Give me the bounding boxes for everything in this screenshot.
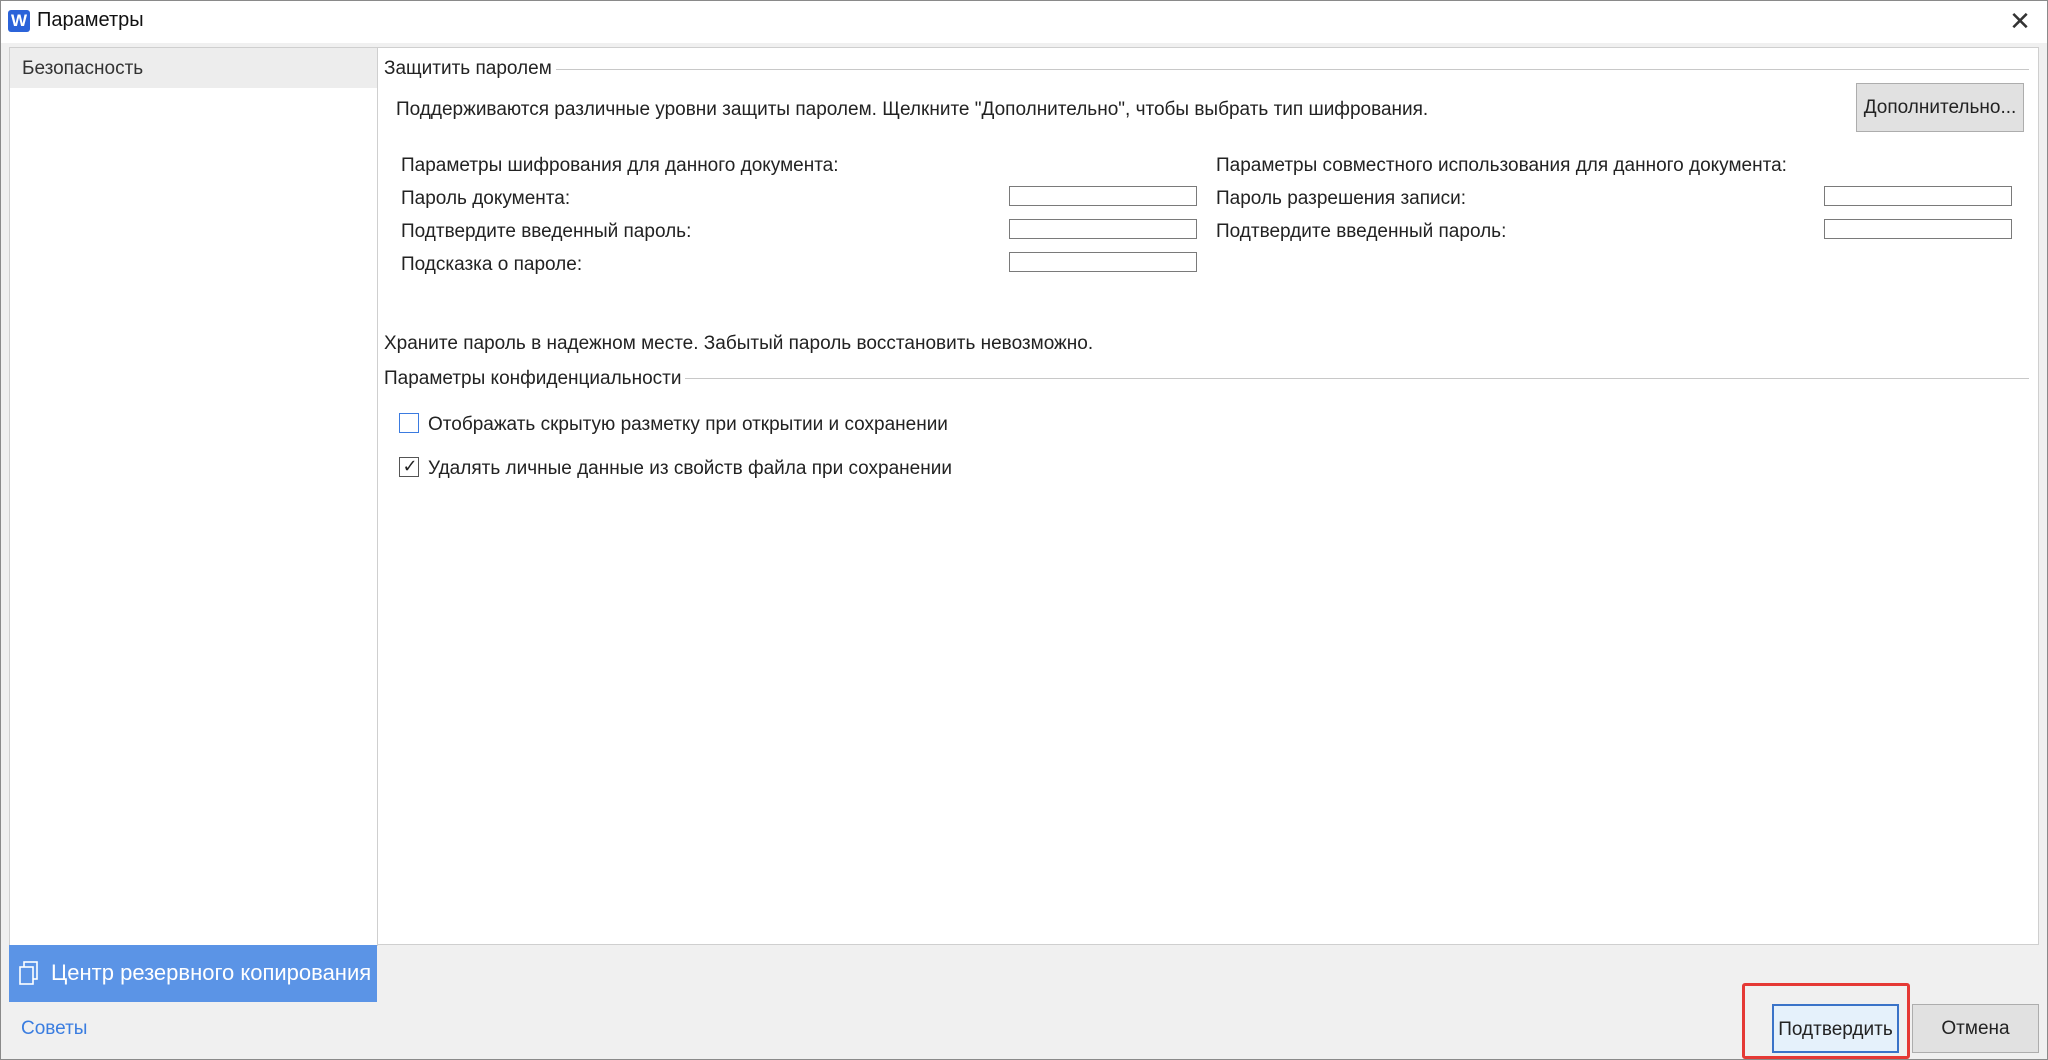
password-group-divider bbox=[553, 69, 2029, 70]
dialog-title: Параметры bbox=[37, 9, 144, 31]
password-hint-label: Подсказка о пароле: bbox=[401, 254, 583, 275]
doc-password-field[interactable] bbox=[1009, 186, 1197, 206]
sidebar-item-security[interactable] bbox=[10, 48, 377, 88]
encryption-heading: Параметры шифрования для данного документа: bbox=[401, 155, 839, 176]
tips-link[interactable]: Советы bbox=[21, 1018, 88, 1039]
confirm-write-password-label: Подтвердите введенный пароль: bbox=[1216, 221, 1507, 242]
backup-center-label: Центр резервного копирования bbox=[51, 960, 372, 985]
security-panel bbox=[377, 47, 2039, 945]
sidebar-item-label: Безопасность bbox=[22, 58, 144, 79]
doc-password-label: Пароль документа: bbox=[401, 188, 571, 209]
password-group-title: Защитить паролем bbox=[384, 58, 556, 80]
sidebar bbox=[9, 47, 378, 946]
confirm-password-field[interactable] bbox=[1009, 219, 1197, 239]
privacy-group-divider bbox=[683, 378, 2029, 379]
confirm-password-label: Подтвердите введенный пароль: bbox=[401, 221, 692, 242]
close-icon[interactable]: ✕ bbox=[2009, 6, 2031, 36]
password-description: Поддерживаются различные уровни защиты паролем. Щелкните "Дополнительно", чтобы выбрать тип шифрования. bbox=[396, 99, 1429, 120]
show-hidden-markup-checkbox[interactable] bbox=[399, 413, 419, 433]
cancel-button[interactable]: Отмена bbox=[1912, 1004, 2039, 1053]
privacy-group-title: Параметры конфиденциальности bbox=[384, 368, 685, 390]
title-bar bbox=[1, 1, 2047, 43]
backup-icon bbox=[19, 961, 39, 985]
advanced-button[interactable]: Дополнительно... bbox=[1856, 83, 2024, 132]
confirm-button[interactable]: Подтвердить bbox=[1772, 1004, 1899, 1053]
remove-personal-data-checkbox[interactable] bbox=[399, 457, 419, 477]
password-hint-field[interactable] bbox=[1009, 252, 1197, 272]
backup-center-button[interactable] bbox=[9, 945, 377, 1002]
show-hidden-markup-label[interactable]: Отображать скрытую разметку при открытии и сохранении bbox=[428, 414, 948, 435]
write-password-label: Пароль разрешения записи: bbox=[1216, 188, 1467, 209]
write-password-field[interactable] bbox=[1824, 186, 2012, 206]
sharing-heading: Параметры совместного использования для данного документа: bbox=[1216, 155, 1787, 176]
wps-writer-icon: W bbox=[8, 10, 30, 32]
confirm-write-password-field[interactable] bbox=[1824, 219, 2012, 239]
checkmark-icon: ✓ bbox=[402, 456, 418, 476]
remove-personal-data-label[interactable]: Удалять личные данные из свойств файла при сохранении bbox=[428, 458, 952, 479]
password-warning: Храните пароль в надежном месте. Забытый пароль восстановить невозможно. bbox=[384, 333, 1094, 354]
